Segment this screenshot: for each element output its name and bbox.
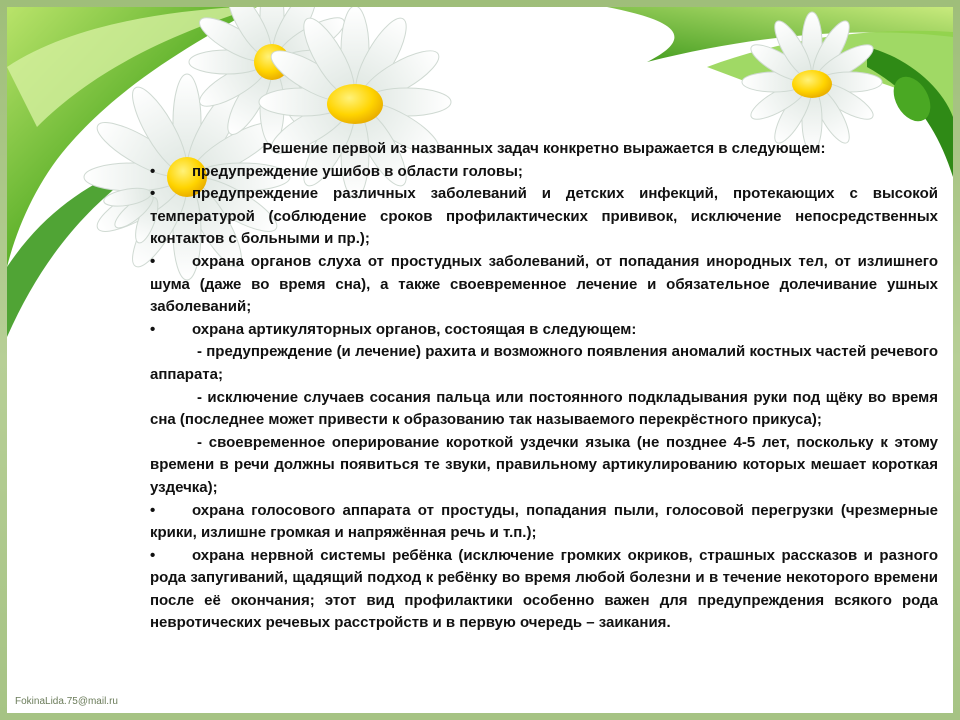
list-item-text: охрана нервной системы ребёнка (исключение громких окриков, страшных рассказов и разного рода запугиваний, щадящий подход к ребёнку во время любой болезни и в течение некоторого времени после её окончания; этот вид профилактики особенно важен для предупреждения всякого рода невротических речевых расстройств и в первую очередь – заикания.	[150, 546, 938, 632]
bullet-marker: •	[150, 501, 156, 519]
list-item-text: охрана органов слуха от простудных заболеваний, от попадания инородных тел, от излишнего шума (даже во время сна), а также своевременное лечение и обязательное долечивание ушных заболеваний;	[150, 252, 938, 316]
author-email-footer: FokinaLida.75@mail.ru	[15, 696, 118, 707]
list-item	[150, 500, 938, 545]
list-item-text: охрана голосового аппарата от простуды, попадания пыли, голосовой перегрузки (чрезмерные крики, излишне громкая и напряжённая речь и т.п.);	[150, 501, 938, 542]
bullet-marker: •	[150, 162, 156, 180]
intro-heading: Решение первой из названных задач конкретно выражается в следующем:	[262, 140, 826, 157]
slide-canvas	[7, 7, 953, 713]
list-item-text: охрана артикуляторных органов, состоящая в следующем:	[192, 320, 637, 338]
sub-item: - предупреждение (и лечение) рахита и возможного появления аномалий костных частей речевого аппарата;	[150, 343, 938, 383]
sub-item: - своевременное оперирование короткой уздечки языка (не позднее 4-5 лет, поскольку к этому времени в речи должны появиться те звуки, правильному артикулированию которых мешает короткая уздечка);	[150, 433, 938, 496]
bullet-marker: •	[150, 252, 156, 270]
bullet-marker: •	[150, 546, 156, 564]
sub-item: - исключение случаев сосания пальца или постоянного подкладывания руки под щёку во время сна (последнее может привести к образованию так называемого перекрёстного прикуса);	[150, 388, 938, 429]
list-item	[150, 251, 938, 319]
list-item	[150, 545, 938, 635]
list-item	[150, 183, 938, 251]
bullet-marker: •	[150, 320, 156, 338]
list-item	[150, 319, 938, 342]
list-item-text: предупреждение различных заболеваний и детских инфекций, протекающих с высокой температурой (соблюдение сроков профилактических прививок, исключение непосредственных контактов с больными и пр.);	[150, 185, 938, 248]
bullet-marker: •	[150, 185, 156, 203]
list-item-text: предупреждение ушибов в области головы;	[192, 162, 523, 180]
document-body	[150, 138, 938, 635]
list-item	[150, 161, 938, 184]
